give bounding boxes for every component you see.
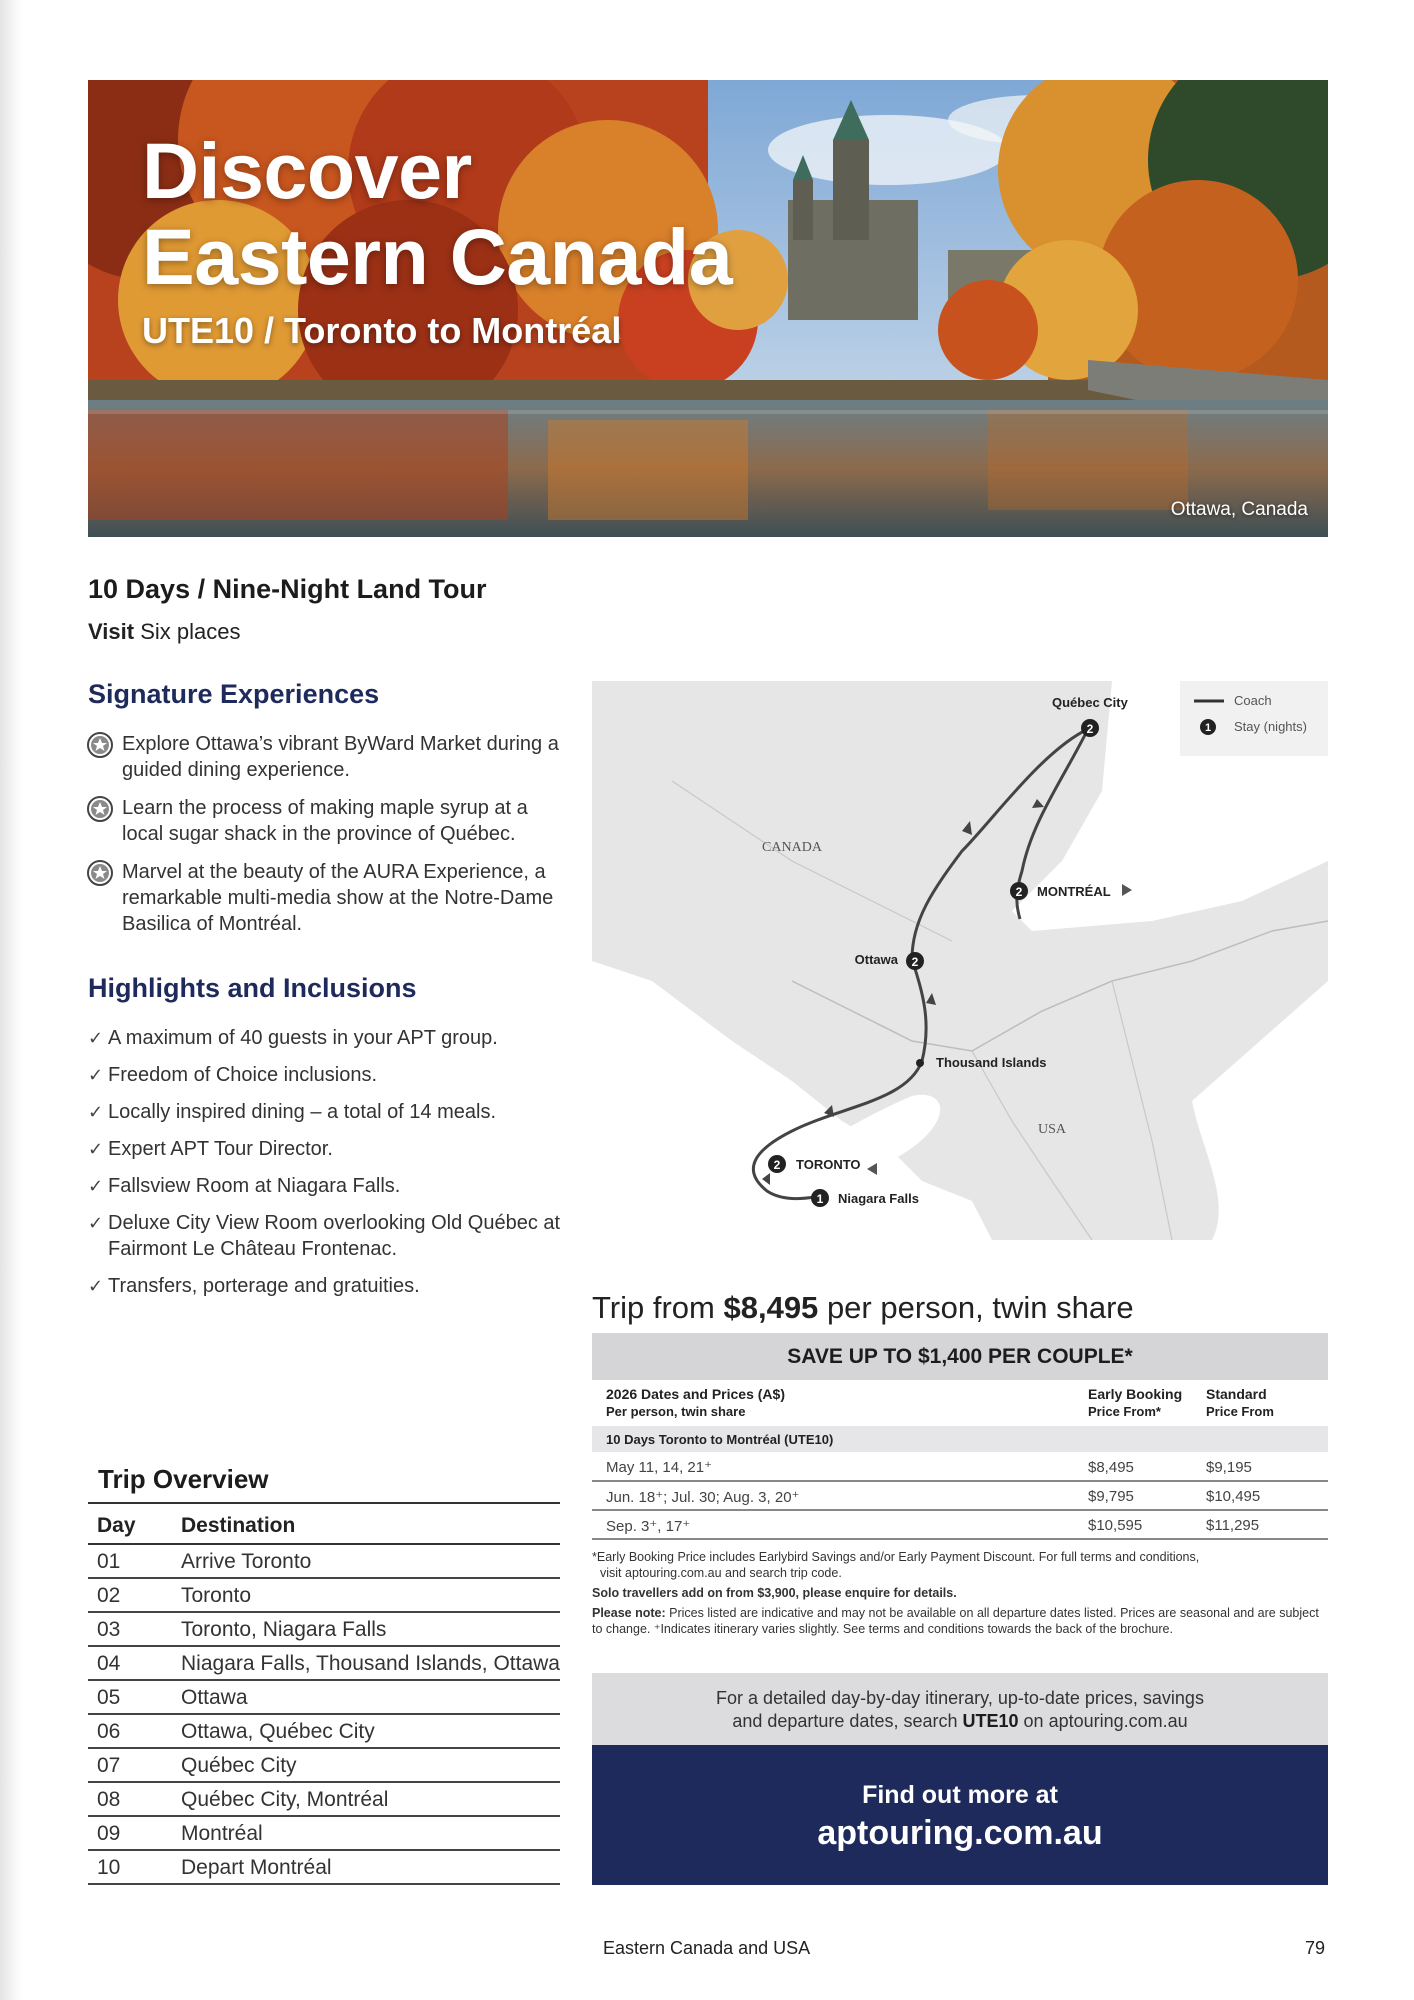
check-icon: ✓ [88,1065,104,1085]
table-row [88,1816,560,1850]
pricing-notes [592,1549,1328,1641]
list-item [88,1062,568,1088]
day-cell: 03 [88,1612,172,1646]
legend-coach-label: Coach [1234,693,1272,708]
destination-column-header: Destination [172,1503,560,1544]
standard-header-line-1: Standard [1206,1386,1267,1402]
trip-from-suffix: per person, twin share [826,1290,1134,1325]
destination-cell: Toronto, Niagara Falls [172,1612,560,1646]
stop-label: TORONTO [796,1157,861,1172]
country-label-canada: CANADA [762,840,822,855]
day-cell: 04 [88,1646,172,1680]
table-header-row [88,1503,560,1544]
highlights-list [88,1025,568,1310]
save-banner: SAVE UP TO $1,400 PER COUPLE* [592,1333,1328,1380]
destination-cell: Ottawa [172,1680,560,1714]
trip-overview-table [88,1502,560,1885]
dates-cell: May 11, 14, 21⁺ [592,1452,1074,1481]
legend-stay-label: Stay (nights) [1234,719,1307,734]
highlight-item-text: Deluxe City View Room overlooking Old Québec at Fairmont Le Château Frontenac. [108,1212,561,1260]
table-row [592,1452,1328,1481]
signature-item-text: Explore Ottawa’s vibrant ByWard Market during a guided dining experience. [122,733,559,781]
early-price-cell: $8,495 [1074,1452,1192,1481]
stop-nights: 2 [911,955,919,969]
list-item [86,731,566,783]
stop-nights: 2 [1086,722,1094,736]
check-icon: ✓ [88,1276,104,1296]
star-badge-icon [86,731,114,759]
day-cell: 10 [88,1850,172,1884]
cta-line-1: Find out more at [862,1781,1058,1809]
table-row [88,1646,560,1680]
destination-cell: Québec City, Montréal [172,1782,560,1816]
visit-value: Six places [140,619,241,644]
early-column-header [1074,1380,1192,1426]
destination-cell: Arrive Toronto [172,1544,560,1578]
highlight-item-text: Fallsview Room at Niagara Falls. [108,1175,401,1197]
list-item [86,859,566,937]
trip-from-price [592,1290,1134,1326]
standard-column-header [1192,1380,1328,1426]
route-map-svg [592,681,1328,1240]
trip-code: UTE10 [962,1711,1019,1731]
check-icon: ✓ [88,1139,104,1159]
destination-cell: Québec City [172,1748,560,1782]
signature-item-text: Learn the process of making maple syrup at a local sugar shack in the province of Québec. [122,797,528,845]
highlight-item-text: A maximum of 40 guests in your APT group. [108,1027,498,1049]
table-row [592,1481,1328,1510]
destination-cell: Toronto [172,1578,560,1612]
stop-label: Niagara Falls [838,1191,919,1206]
signature-experiences-heading: Signature Experiences [88,679,380,709]
day-cell: 09 [88,1816,172,1850]
hero-title [142,128,732,300]
day-cell: 02 [88,1578,172,1612]
stay-legend-number: 1 [1204,722,1212,734]
stop-label: Ottawa [854,952,898,967]
early-price-cell: $10,595 [1074,1510,1192,1539]
table-row [88,1782,560,1816]
early-header-line-1: Early Booking [1088,1386,1183,1402]
list-item [88,1136,568,1162]
stop-nights: 1 [816,1192,824,1206]
route-map [592,681,1328,1240]
itinerary-line-2 [592,1710,1328,1733]
trip-overview-title: Trip Overview [98,1464,269,1494]
country-label-usa: USA [1037,1122,1067,1137]
trip-from-prefix: Trip from [592,1290,715,1325]
destination-cell: Niagara Falls, Thousand Islands, Ottawa [172,1646,560,1680]
photo-caption: Ottawa, Canada [1170,499,1308,520]
please-note-text: Prices listed are indicative and may not be available on all departure dates listed. Prices are seasonal and are subject to change. ⁺Indicates itinerary varies slightly. See terms and conditions towards the back of the brochure. [592,1606,1319,1636]
visit-label: Visit [88,619,135,644]
standard-header-line-2: Price From [1206,1404,1274,1419]
check-icon: ✓ [88,1028,104,1048]
highlights-heading: Highlights and Inclusions [88,973,417,1003]
table-row [88,1680,560,1714]
website-link[interactable]: aptouring.com.au [817,1814,1103,1852]
day-cell: 07 [88,1748,172,1782]
list-item [88,1173,568,1199]
day-cell: 05 [88,1680,172,1714]
early-price-cell: $9,795 [1074,1481,1192,1510]
early-note-line-2: visit aptouring.com.au and search trip code. [600,1566,842,1580]
tour-subheading-row [592,1426,1328,1452]
please-note-label: Please note: [592,1606,666,1620]
itinerary-line-2-suffix: on aptouring.com.au [1023,1711,1188,1731]
destination-cell: Montréal [172,1816,560,1850]
stop-nights: 2 [773,1158,781,1172]
tour-subheading: 10 Days Toronto to Montréal (UTE10) [592,1426,1328,1452]
list-item [88,1210,568,1262]
table-row [88,1748,560,1782]
please-note [592,1605,1328,1637]
dates-cell: Jun. 18⁺; Jul. 30; Aug. 3, 20⁺ [592,1481,1074,1510]
visit-line [88,619,240,645]
itinerary-line-2-prefix: and departure dates, search [732,1711,958,1731]
table-row [88,1612,560,1646]
hero-title-line-2: Eastern Canada [142,212,733,301]
map-legend [1180,681,1328,756]
early-note-line-1: *Early Booking Price includes Earlybird Savings and/or Early Payment Discount. For full terms and conditions, [592,1550,1200,1564]
table-header-row [592,1380,1328,1426]
find-out-more-banner[interactable] [592,1745,1328,1885]
early-booking-note [592,1549,1328,1581]
price-header-sub: Per person, twin share [606,1404,746,1419]
hero-subtitle: UTE10 / Toronto to Montréal [142,310,622,351]
dates-column-header [592,1380,1074,1426]
itinerary-line-1: For a detailed day-by-day itinerary, up-to-date prices, savings [716,1688,1204,1708]
highlight-item-text: Freedom of Choice inclusions. [108,1064,378,1086]
check-icon: ✓ [88,1213,104,1233]
tour-length: 10 Days / Nine-Night Land Tour [88,574,487,604]
stop-nights: 2 [1015,885,1023,899]
solo-note: Solo travellers add on from $3,900, please enquire for details. [592,1586,957,1600]
day-cell: 01 [88,1544,172,1578]
day-cell: 08 [88,1782,172,1816]
signature-item-text: Marvel at the beauty of the AURA Experience, a remarkable multi-media show at the Notre-Dame Basilica of Montréal. [122,861,554,935]
star-badge-icon [86,795,114,823]
day-column-header: Day [88,1503,172,1544]
check-icon: ✓ [88,1176,104,1196]
stop-marker [916,1055,1047,1070]
stop-label: Québec City [1052,695,1128,710]
stop-label: Thousand Islands [936,1055,1047,1070]
day-cell: 06 [88,1714,172,1748]
signature-experiences-list [86,731,566,949]
page-number: 79 [1305,1938,1326,1958]
standard-price-cell: $10,495 [1192,1481,1328,1510]
destination-cell: Ottawa, Québec City [172,1714,560,1748]
highlight-item-text: Transfers, porterage and gratuities. [108,1275,420,1297]
table-row [88,1714,560,1748]
highlight-item-text: Expert APT Tour Director. [108,1138,333,1160]
table-row [88,1578,560,1612]
price-table [592,1380,1328,1540]
list-item [86,795,566,847]
trip-from-amount: $8,495 [723,1290,819,1325]
stop-label: MONTRÉAL [1037,884,1111,899]
list-item [88,1273,568,1299]
table-row [592,1510,1328,1539]
page-edge-shadow [0,0,22,2000]
check-icon: ✓ [88,1102,104,1122]
list-item [88,1099,568,1125]
star-badge-icon [86,859,114,887]
list-item [88,1025,568,1051]
table-row [88,1850,560,1884]
highlight-item-text: Locally inspired dining – a total of 14 meals. [108,1101,497,1123]
footer-section-name: Eastern Canada and USA [603,1938,811,1958]
itinerary-info-box [592,1673,1328,1745]
hero-banner [88,80,1328,537]
destination-cell: Depart Montréal [172,1850,560,1884]
dates-cell: Sep. 3⁺, 17⁺ [592,1510,1074,1539]
standard-price-cell: $11,295 [1192,1510,1328,1539]
price-header-title: 2026 Dates and Prices (A$) [606,1386,785,1402]
table-row [88,1544,560,1578]
hero-title-line-1: Discover [142,126,472,215]
early-header-line-2: Price From* [1088,1404,1161,1419]
standard-price-cell: $9,195 [1192,1452,1328,1481]
